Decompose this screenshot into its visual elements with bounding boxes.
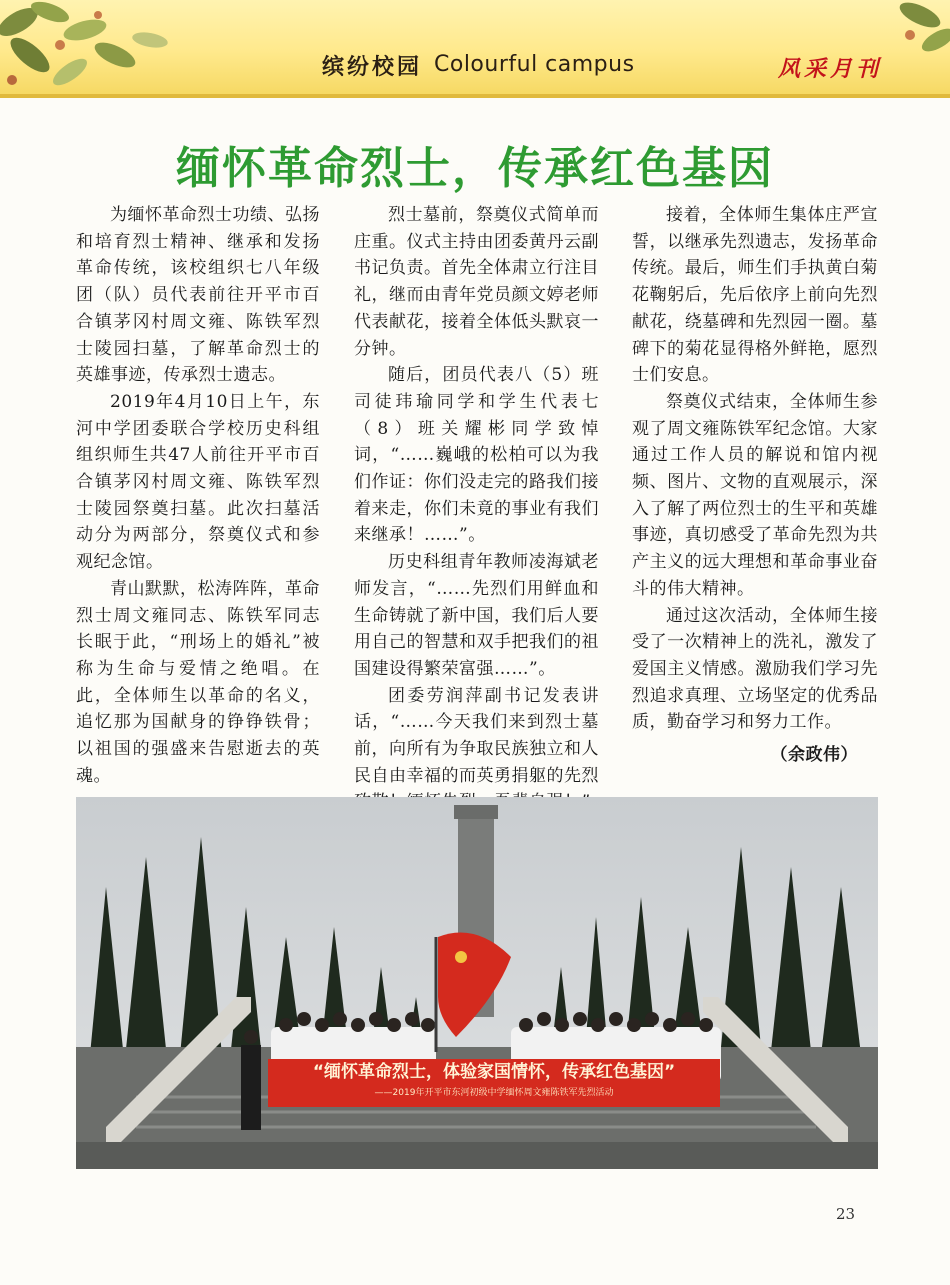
banner-sub-text: ——2019年开平市东河初级中学缅怀周文雍陈铁军先烈活动 (374, 1088, 614, 1098)
author-signature: （余政伟） (770, 745, 858, 766)
page-number: 23 (836, 1205, 856, 1223)
article-column-3 (632, 202, 878, 769)
section-title-en: Colourful campus (434, 52, 635, 77)
paragraph: 通过这次活动，全体师生接受了一次精神上的洗礼，激发了爱国主义情感。激励我们学习先烈追求真理、立场坚定的优秀品质，勤奋学习和努力工作。 (632, 605, 878, 733)
banner-main-text: “缅怀革命烈士，体验家国情怀，传承红色基因” (312, 1062, 676, 1082)
paragraph: 接着，全体师生集体庄严宣誓，以继承先烈遗志，发扬革命传统。最后，师生们手执黄白菊花鞠躬后，先后依序上前向先烈献花，绕墓碑和先烈园一圈。墓碑下的菊花显得格外鲜艳，愿烈士们安息。 (632, 205, 878, 386)
paragraph: 青山默默，松涛阵阵，革命烈士周文雍同志、陈铁军同志长眠于此，“刑场上的婚礼”被称为生命与爱情之绝唱。在此，全体师生以革命的名义，追忆那为国献身的铮铮铁骨；以祖国的强盛来告慰逝去的英魂。 (76, 578, 320, 786)
paragraph: 2019年4月10日上午，东河中学团委联合学校历史科组组织师生共47人前往开平市百合镇茅冈村周文雍、陈铁军烈士陵园祭奠扫墓。此次扫墓活动分为两部分，祭奠仪式和参观纪念馆。 (76, 391, 320, 573)
leaf-decoration-icon (880, 0, 950, 60)
page-header (0, 0, 950, 94)
paragraph: 随后，团员代表八（5）班司徒玮瑜同学和学生代表七（8）班关耀彬同学致悼词，“……巍峨的松柏可以为我们作证：你们没走完的路我们接着来走，你们未竟的事业有我们来继承！……”。 (354, 365, 599, 546)
photo-banner (268, 1059, 720, 1107)
section-title-cn: 缤纷校园 (322, 54, 423, 80)
paragraph: 烈士墓前，祭奠仪式简单而庄重。仪式主持由团委黄丹云副书记负责。首先全体肃立行注目礼，继而由青年党员颜文婷老师代表献花，接着全体低头默哀一分钟。 (354, 205, 599, 359)
magazine-name: 风采月刊 (778, 56, 883, 82)
group-photo (76, 797, 878, 1169)
article-column-1 (76, 202, 320, 789)
leaf-decoration-icon (0, 0, 200, 94)
header-divider (0, 94, 950, 98)
paragraph: 为缅怀革命烈士功绩、弘扬和培育烈士精神、继承和发扬革命传统，该校组织七八年级团（队）员代表前往开平市百合镇茅冈村周文雍、陈铁军烈士陵园扫墓，了解革命烈士的英雄事迹，传承烈士遗志。 (76, 205, 320, 386)
paragraph: 团委劳润萍副书记发表讲话，“……今天我们来到烈士墓前，向所有为争取民族独立和人民自由幸福的而英勇捐躯的先烈 (354, 685, 599, 786)
article-column-2 (354, 202, 599, 816)
article-title: 缅怀革命烈士，传承红色基因 (176, 143, 774, 194)
paragraph: 祭奠仪式结束，全体师生参观了周文雍陈铁军纪念馆。大家通过工作人员的解说和馆内视频、图片、文物的直观展示，深入了解了两位烈士的生平和英雄事迹，真切感受了革命先烈为共产主义的远大理想和革命事业奋斗的伟大精神。 (632, 391, 878, 599)
paragraph: 历史科组青年教师凌海斌老师发言，“……先烈们用鲜血和生命铸就了新中国，我们后人要用自己的智慧和双手把我们的祖国建设得繁荣富强……”。 (354, 552, 599, 679)
